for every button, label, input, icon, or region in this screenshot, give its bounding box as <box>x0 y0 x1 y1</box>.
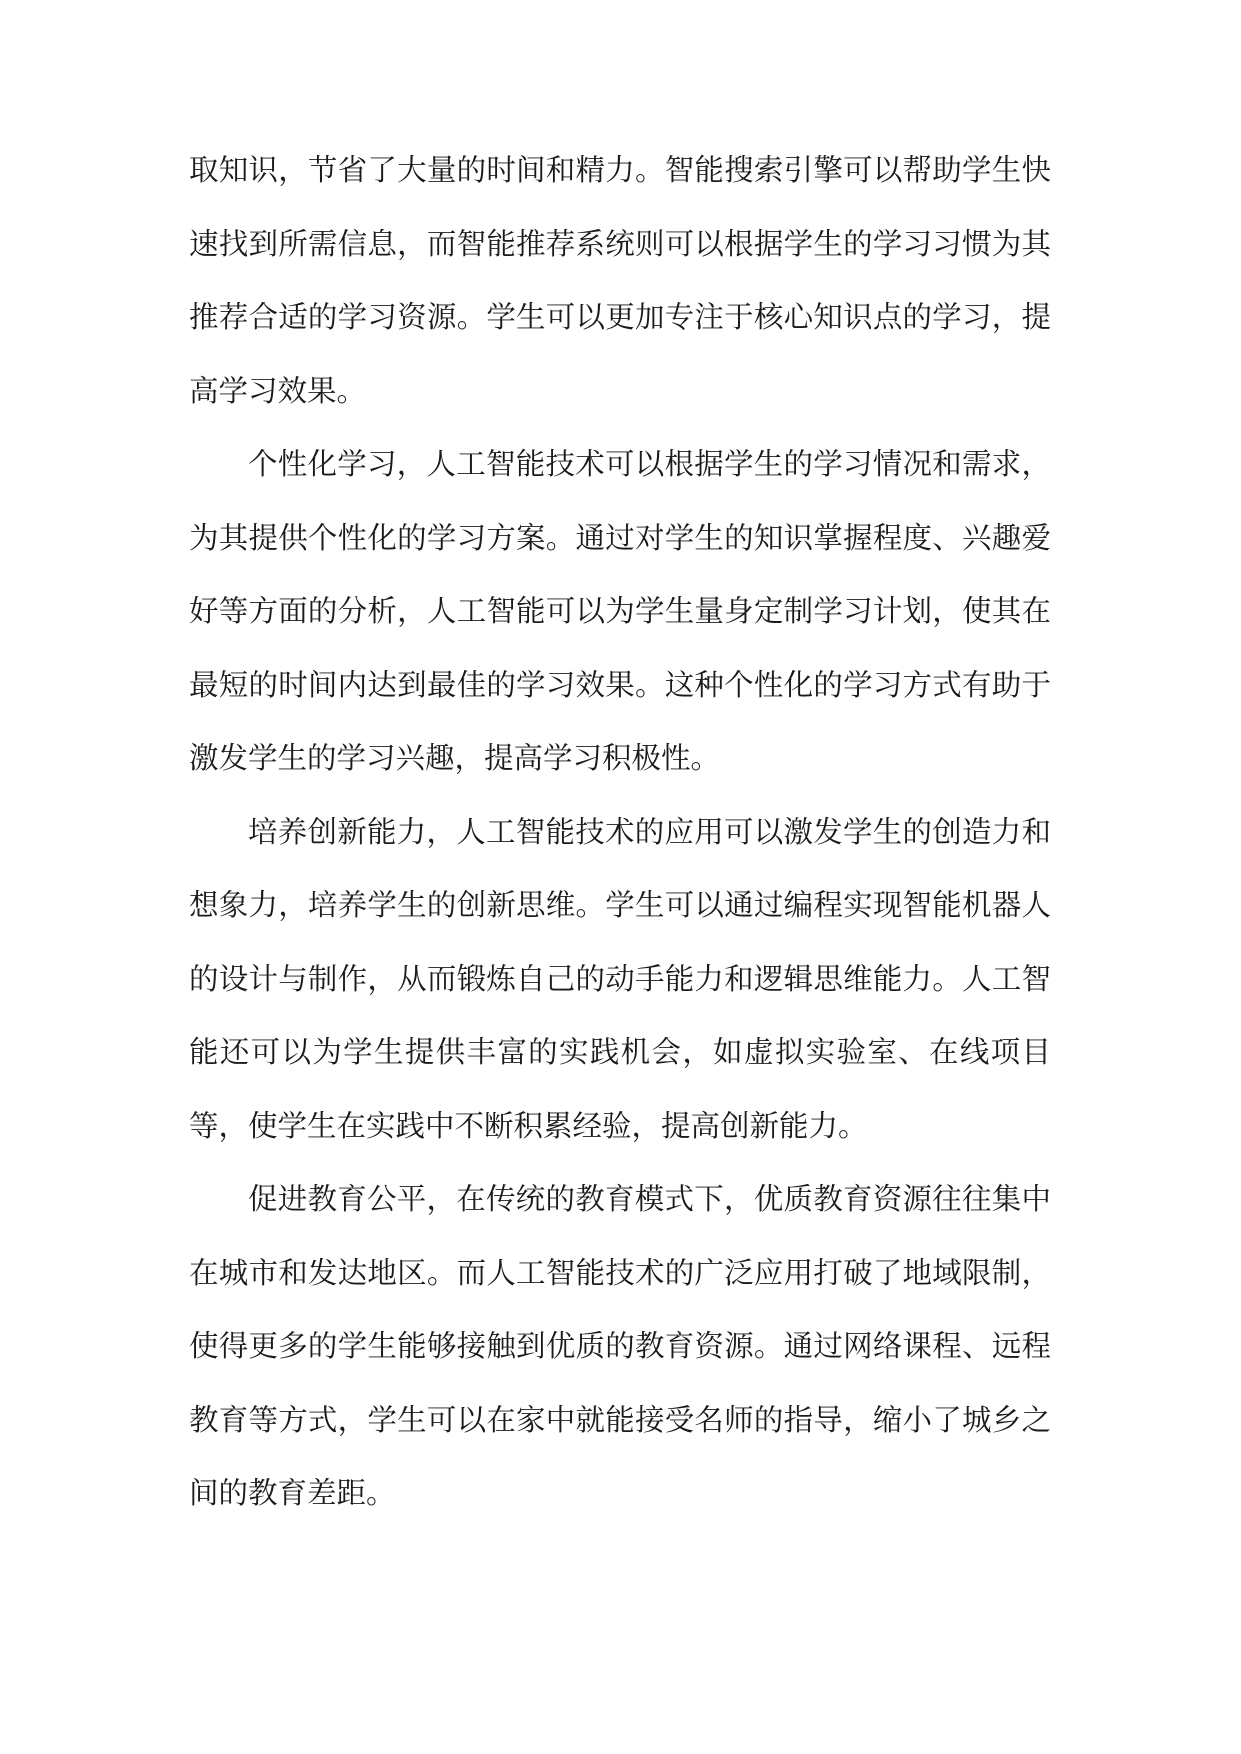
paragraph-personalized-learning: 个性化学习，人工智能技术可以根据学生的学习情况和需求，为其提供个性化的学习方案。通过对学生的知识掌握程度、兴趣爱好等方面的分析，人工智能可以为学生量身定制学习计划，使其在最短的时间内达到最佳的学习效果。这种个性化的学习方式有助于激发学生的学习兴趣，提高学习积极性。 <box>189 447 1051 775</box>
paragraph-education-equity: 促进教育公平，在传统的教育模式下，优质教育资源往往集中在城市和发达地区。而人工智能技术的广泛应用打破了地域限制，使得更多的学生能够接触到优质的教育资源。通过网络课程、远程教育等方式，学生可以在家中就能接受名师的指导，缩小了城乡之间的教育差距。 <box>189 1182 1051 1510</box>
paragraph-innovation-ability: 培养创新能力，人工智能技术的应用可以激发学生的创造力和想象力，培养学生的创新思维。学生可以通过编程实现智能机器人的设计与制作，从而锻炼自己的动手能力和逻辑思维能力。人工智能还可以为学生提供丰富的实践机会，如虚拟实验室、在线项目等，使学生在实践中不断积累经验，提高创新能力。 <box>189 814 1051 1143</box>
paragraph-continuation: 取知识，节省了大量的时间和精力。智能搜索引擎可以帮助学生快速找到所需信息，而智能推荐系统则可以根据学生的学习习惯为其推荐合适的学习资源。学生可以更加专注于核心知识点的学习，提高学习效果。 <box>189 153 1051 408</box>
body-text <box>189 134 1051 1531</box>
